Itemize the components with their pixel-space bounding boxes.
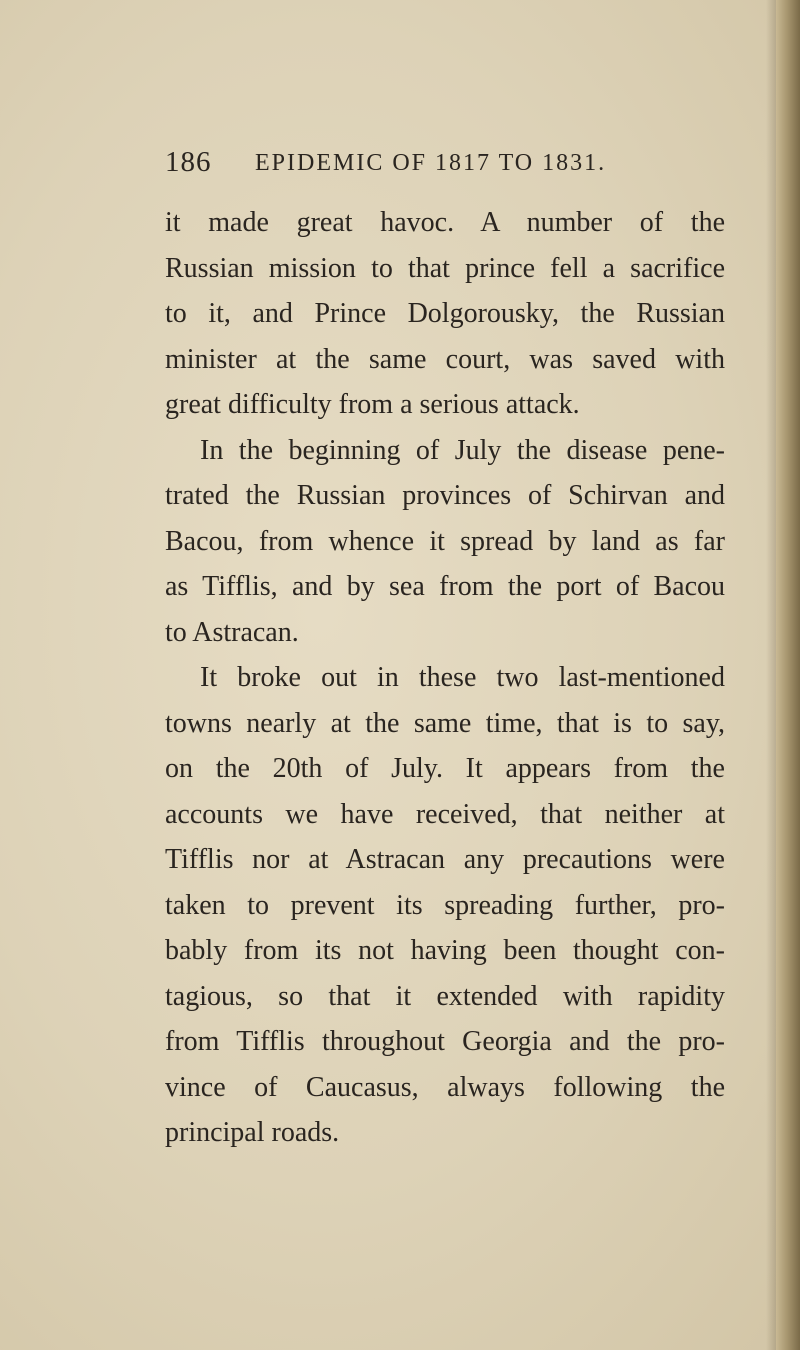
text-line: Russian mission to that prince fell a sacrifice [165, 252, 725, 284]
text-line: tagious, so that it extended with rapidity [165, 980, 725, 1012]
text-line: to Astracan. [165, 616, 299, 648]
text-line: Bacou, from whence it spread by land as far [165, 525, 725, 557]
text-line: principal roads. [165, 1117, 340, 1148]
text-line: accounts we have received, that neither at [165, 798, 725, 830]
paragraph-first-line: In the beginning of July the disease pene- [200, 434, 725, 466]
text-line: it made great havoc. A number of the [165, 207, 725, 238]
paragraph-first-line: It broke out in these two last-mentioned [200, 662, 725, 693]
running-head-title: EPIDEMIC OF 1817 TO 1831. [255, 150, 607, 176]
body-text [165, 200, 725, 1156]
text-line: from Tifflis throughout Georgia and the pro- [165, 1026, 725, 1057]
running-head [165, 146, 725, 186]
text-line: taken to prevent its spreading further, pro- [165, 889, 725, 921]
text-line: vince of Caucasus, always following the [165, 1071, 725, 1103]
text-line: great difficulty from a serious attack. [165, 389, 580, 420]
text-line: minister at the same court, was saved with [165, 343, 725, 375]
text-line: on the 20th of July. It appears from the [165, 753, 725, 784]
text-line: bably from its not having been thought con- [165, 935, 725, 966]
page-number: 186 [165, 146, 212, 178]
text-line: Tifflis nor at Astracan any precautions were [165, 844, 725, 875]
page-edge [776, 0, 800, 1350]
text-line: trated the Russian provinces of Schirvan and [165, 480, 725, 511]
text-line: towns nearly at the same time, that is to say, [165, 707, 725, 739]
text-line: as Tifflis, and by sea from the port of Bacou [165, 571, 725, 602]
text-line: to it, and Prince Dolgorousky, the Russian [165, 298, 725, 329]
page-gutter-shadow [766, 0, 776, 1350]
